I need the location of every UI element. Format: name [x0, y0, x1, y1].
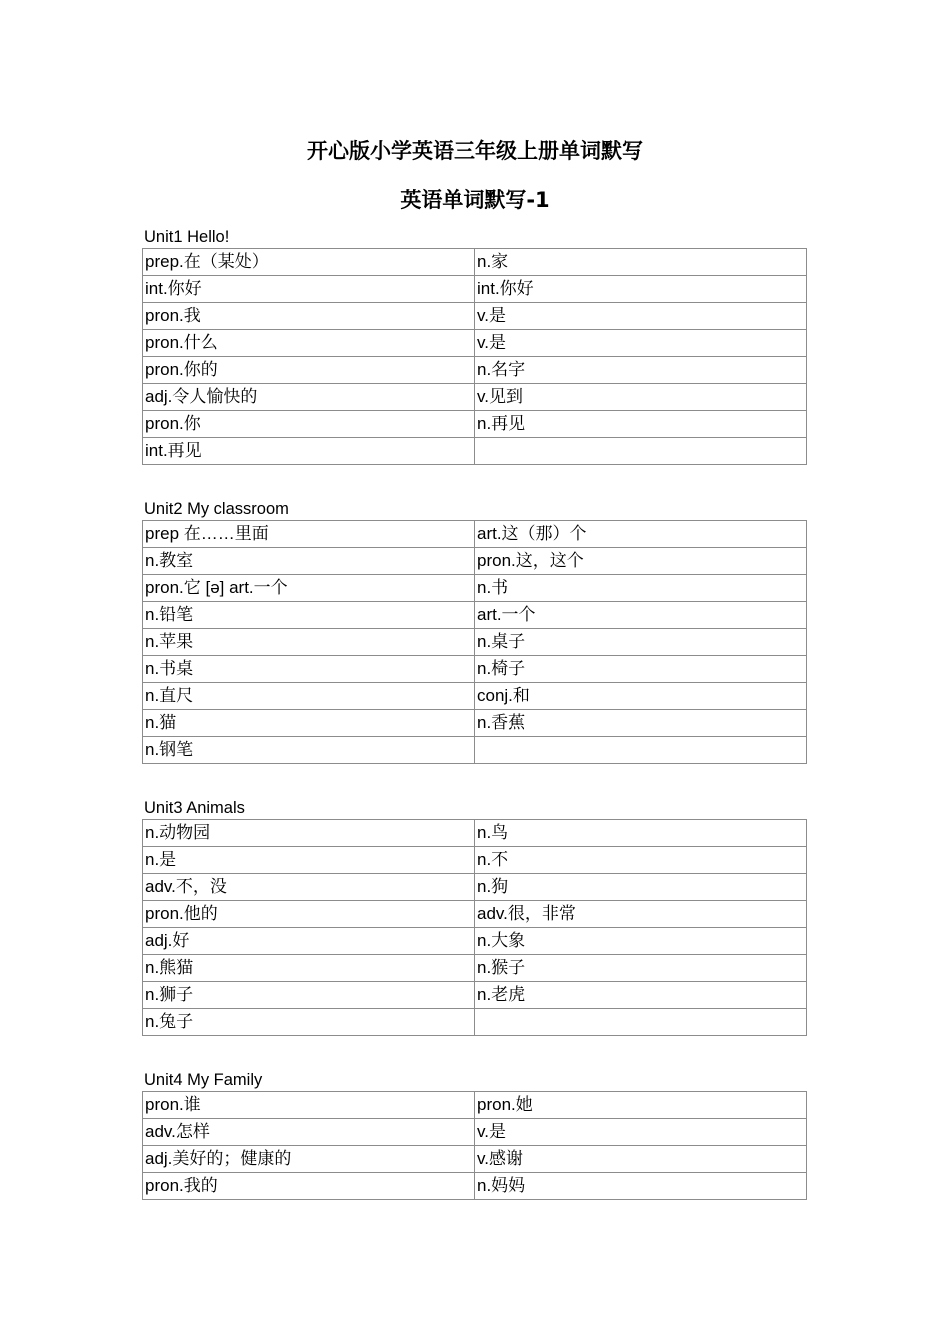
table-cell: pron.你 — [143, 411, 475, 438]
table-cell — [475, 438, 807, 465]
table-cell: n.书 — [475, 575, 807, 602]
unit-section — [142, 226, 806, 465]
table-row — [143, 438, 807, 465]
table-row — [143, 1173, 807, 1200]
table-row — [143, 656, 807, 683]
table-cell: pron.我 — [143, 303, 475, 330]
table-row — [143, 330, 807, 357]
table-row — [143, 575, 807, 602]
table-cell: n.名字 — [475, 357, 807, 384]
table-cell: n.书桌 — [143, 656, 475, 683]
table-cell: v.是 — [475, 1119, 807, 1146]
page-title: 开心版小学英语三年级上册单词默写 — [307, 139, 643, 163]
table-cell: adj.美好的；健康的 — [143, 1146, 475, 1173]
table-cell: n.教室 — [143, 548, 475, 575]
table-cell: int.再见 — [143, 438, 475, 465]
table-cell: n.猫 — [143, 710, 475, 737]
table-cell: int.你好 — [143, 276, 475, 303]
table-cell: adv.很，非常 — [475, 901, 807, 928]
table-row — [143, 683, 807, 710]
table-cell: n.是 — [143, 847, 475, 874]
table-cell: n.钢笔 — [143, 737, 475, 764]
unit-heading: Unit2 My classroom — [144, 500, 289, 518]
table-cell: v.是 — [475, 303, 807, 330]
table-cell: n.大象 — [475, 928, 807, 955]
unit-heading: Unit4 My Family — [144, 1071, 263, 1089]
table-row — [143, 384, 807, 411]
table-cell: n.铅笔 — [143, 602, 475, 629]
table-cell — [475, 737, 807, 764]
table-cell: pron.什么 — [143, 330, 475, 357]
vocab-table — [142, 248, 807, 465]
table-row — [143, 411, 807, 438]
table-cell: n.香蕉 — [475, 710, 807, 737]
vocab-table — [142, 819, 807, 1036]
table-cell: n.动物园 — [143, 820, 475, 847]
table-cell: pron.它 [ə] art.一个 — [143, 575, 475, 602]
table-row — [143, 629, 807, 656]
table-row — [143, 820, 807, 847]
table-cell: art.这（那）个 — [475, 521, 807, 548]
table-cell: n.熊猫 — [143, 955, 475, 982]
table-cell: adv.不，没 — [143, 874, 475, 901]
table-cell: prep.在（某处） — [143, 249, 475, 276]
table-cell: n.椅子 — [475, 656, 807, 683]
table-cell: n.兔子 — [143, 1009, 475, 1036]
table-cell: n.不 — [475, 847, 807, 874]
table-cell: n.家 — [475, 249, 807, 276]
unit-heading: Unit1 Hello! — [144, 228, 230, 246]
table-cell: pron.你的 — [143, 357, 475, 384]
table-row — [143, 602, 807, 629]
table-cell: pron.我的 — [143, 1173, 475, 1200]
table-row — [143, 1146, 807, 1173]
table-row — [143, 928, 807, 955]
table-cell — [475, 1009, 807, 1036]
table-cell: prep 在……里面 — [143, 521, 475, 548]
table-cell: n.妈妈 — [475, 1173, 807, 1200]
unit-section — [142, 797, 806, 1036]
table-row — [143, 710, 807, 737]
vocab-table — [142, 1091, 807, 1200]
page-subtitle: 英语单词默写-1 — [400, 188, 550, 212]
table-row — [143, 357, 807, 384]
table-row — [143, 737, 807, 764]
table-cell: int.你好 — [475, 276, 807, 303]
unit-section — [142, 498, 806, 764]
table-cell: pron.谁 — [143, 1092, 475, 1119]
table-cell: v.是 — [475, 330, 807, 357]
table-row — [143, 548, 807, 575]
table-cell: pron.他的 — [143, 901, 475, 928]
table-cell: art.一个 — [475, 602, 807, 629]
table-row — [143, 955, 807, 982]
table-row — [143, 249, 807, 276]
table-cell: n.桌子 — [475, 629, 807, 656]
table-row — [143, 847, 807, 874]
table-cell: n.狗 — [475, 874, 807, 901]
vocab-table — [142, 520, 807, 764]
unit-heading: Unit3 Animals — [144, 799, 245, 817]
table-row — [143, 982, 807, 1009]
table-row — [143, 303, 807, 330]
table-row — [143, 1009, 807, 1036]
table-cell: v.感谢 — [475, 1146, 807, 1173]
table-cell: pron.这，这个 — [475, 548, 807, 575]
table-cell: n.狮子 — [143, 982, 475, 1009]
table-cell: conj.和 — [475, 683, 807, 710]
table-row — [143, 874, 807, 901]
table-cell: n.老虎 — [475, 982, 807, 1009]
table-cell: n.直尺 — [143, 683, 475, 710]
table-cell: n.猴子 — [475, 955, 807, 982]
table-cell: adv.怎样 — [143, 1119, 475, 1146]
table-cell: n.再见 — [475, 411, 807, 438]
table-cell: adj.好 — [143, 928, 475, 955]
unit-section — [142, 1069, 806, 1200]
table-cell: v.见到 — [475, 384, 807, 411]
table-row — [143, 901, 807, 928]
table-cell: adj.令人愉快的 — [143, 384, 475, 411]
table-row — [143, 1092, 807, 1119]
table-row — [143, 1119, 807, 1146]
table-cell: pron.她 — [475, 1092, 807, 1119]
table-row — [143, 521, 807, 548]
table-cell: n.鸟 — [475, 820, 807, 847]
table-row — [143, 276, 807, 303]
table-cell: n.苹果 — [143, 629, 475, 656]
